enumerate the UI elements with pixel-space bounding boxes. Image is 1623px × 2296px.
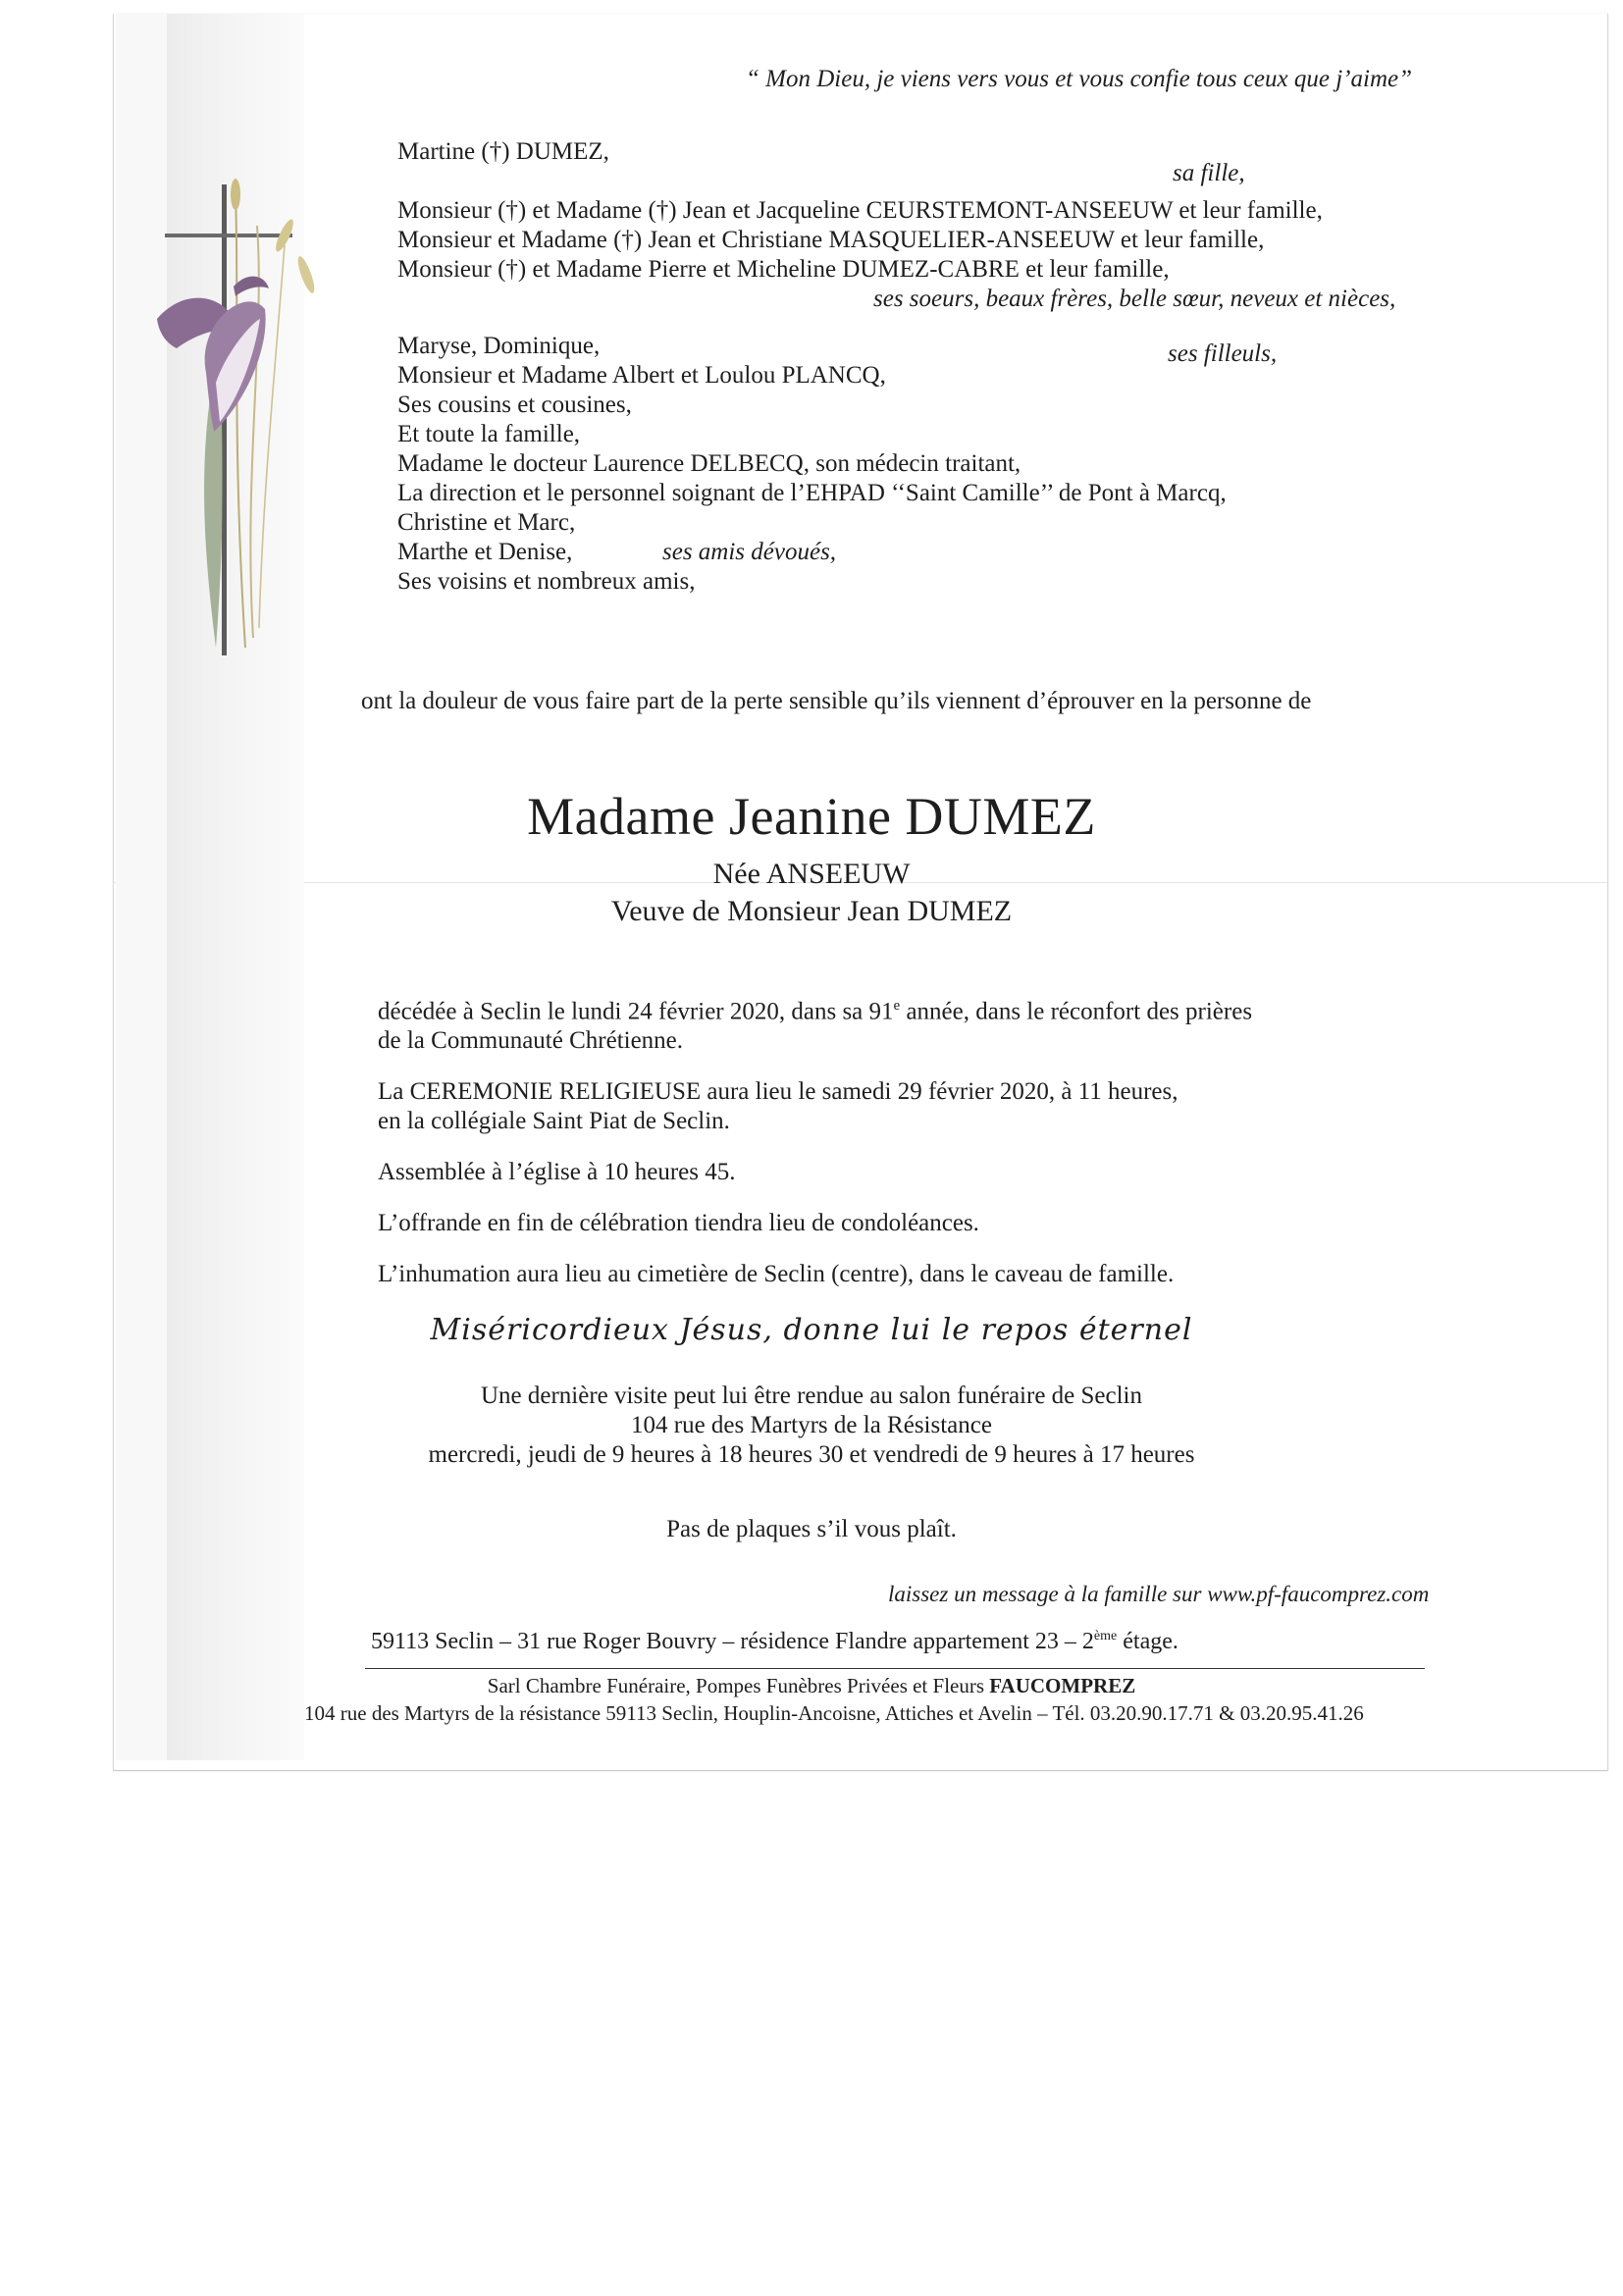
lily-flower: [234, 277, 269, 296]
ordinal-sup: e: [893, 998, 901, 1014]
family-list: [397, 137, 1396, 597]
visit-line: Une dernière visite peut lui être rendue au salon funéraire de Seclin: [480, 1383, 1143, 1409]
deceased-name: Madame Jeanine DUMEZ: [527, 787, 1096, 846]
floor-sup: ème: [1093, 1629, 1118, 1644]
wheat-ear: [231, 179, 240, 210]
family-line: [397, 255, 1323, 285]
assembly-line: Assemblée à l’église à 10 heures 45.: [378, 1159, 736, 1186]
relation-note: ses soeurs, beaux frères, belle sœur, neveux et nièces,: [873, 286, 1396, 312]
family-line: [397, 508, 1323, 538]
offering-line: L’offrande en fin de célébration tiendra lieu de condoléances.: [378, 1210, 979, 1237]
funeral-company: [0, 1674, 1623, 1698]
wheat-stem: [236, 196, 245, 648]
family-line: [397, 226, 1323, 255]
widow-of: Veuve de Monsieur Jean DUMEZ: [610, 895, 1013, 927]
family-line: [397, 479, 1323, 508]
death-notice-2: de la Communauté Chrétienne.: [378, 1027, 684, 1055]
ceremony-location: en la collégiale Saint Piat de Seclin.: [378, 1108, 730, 1135]
announcement-text: ont la douleur de vous faire part de la perte sensible qu’ils viennent d’éprouver en la personne de: [361, 688, 1312, 714]
cross-horizontal: [165, 234, 292, 237]
family-member: Ses cousins et cousines,: [397, 391, 632, 418]
relation-note: ses amis dévoués,: [662, 539, 837, 565]
family-member: Maryse, Dominique,: [397, 333, 601, 359]
family-line: [397, 285, 1396, 314]
death-notice: [378, 991, 1252, 1026]
family-member: Christine et Marc,: [397, 509, 576, 536]
motto-script: Miséricordieux Jésus, donne lui le repos éternel: [430, 1313, 1193, 1347]
family-line: [397, 332, 1323, 367]
family-member: Et toute la famille,: [397, 421, 581, 447]
family-member: Monsieur et Madame (†) Jean et Christiane MASQUELIER-ANSEEUW et leur famille,: [397, 227, 1265, 253]
family-member: Martine (†) DUMEZ,: [397, 138, 609, 165]
divider: [365, 1668, 1425, 1669]
visit-hours: mercredi, jeudi de 9 heures à 18 heures 30 et vendredi de 9 heures à 17 heures: [428, 1441, 1195, 1468]
family-line: [397, 538, 1323, 567]
family-member: Ses voisins et nombreux amis,: [397, 568, 696, 595]
company-name: FAUCOMPREZ: [989, 1674, 1136, 1697]
family-member: Monsieur (†) et Madame (†) Jean et Jacqueline CEURSTEMONT-ANSEEUW et leur famille,: [397, 197, 1323, 224]
burial-line: L’inhumation aura lieu au cimetière de Seclin (centre), dans le caveau de famille.: [378, 1261, 1175, 1288]
ceremony-details: [378, 991, 1252, 1289]
family-line: [397, 196, 1323, 226]
visit-address: 104 rue des Martyrs de la Résistance: [631, 1412, 992, 1438]
website-note: laissez un message à la famille sur www.pf-faucomprez.com: [888, 1582, 1430, 1606]
visit-info: [0, 1382, 1623, 1470]
death-text: décédée à Seclin le lundi 24 février 2020, dans sa 91: [378, 998, 894, 1025]
family-member: Monsieur (†) et Madame Pierre et Micheline DUMEZ-CABRE et leur famille,: [397, 256, 1170, 283]
family-member: La direction et le personnel soignant de l’EHPAD ‘‘Saint Camille’’ de Pont à Marcq,: [397, 480, 1227, 506]
wheat-stem: [259, 245, 285, 628]
company-desc: Sarl Chambre Funéraire, Pompes Funèbres Privées et Fleurs: [487, 1674, 990, 1697]
relation-note: sa fille,: [1173, 160, 1245, 186]
relation-note: ses filleuls,: [1168, 340, 1278, 367]
family-member: Monsieur et Madame Albert et Loulou PLANCQ,: [397, 362, 886, 389]
company-address: 104 rue des Martyrs de la résistance 59113 Seclin, Houplin-Ancoisne, Attiches et Avelin – Tél. 03.20.90.17.71 & 03.20.95.41.26: [304, 1701, 1364, 1725]
family-member: Madame le docteur Laurence DELBECQ, son médecin traitant,: [397, 450, 1021, 477]
cross-lily-decoration: [137, 177, 334, 667]
family-member: Marthe et Denise,: [397, 539, 573, 565]
family-line: [397, 391, 1323, 420]
death-text: année, dans le réconfort des prières: [900, 998, 1253, 1025]
family-address: [371, 1629, 1178, 1655]
address-text: 59113 Seclin – 31 rue Roger Bouvry – résidence Flandre appartement 23 – 2: [371, 1629, 1094, 1654]
wheat-ear: [294, 254, 317, 294]
epigraph-quote: “ Mon Dieu, je viens vers vous et vous confie tous ceux que j’aime”: [746, 66, 1412, 92]
family-line: [397, 420, 1323, 449]
maiden-name: Née ANSEEUW: [712, 858, 911, 890]
family-line: [397, 449, 1323, 479]
family-line: [397, 567, 1323, 597]
no-plaques-note: Pas de plaques s’il vous plaît.: [666, 1516, 957, 1542]
ceremony-line: La CEREMONIE RELIGIEUSE aura lieu le samedi 29 février 2020, à 11 heures,: [378, 1078, 1178, 1106]
family-line: [397, 137, 1323, 186]
address-text: étage.: [1117, 1629, 1178, 1654]
family-line: [397, 361, 1323, 391]
